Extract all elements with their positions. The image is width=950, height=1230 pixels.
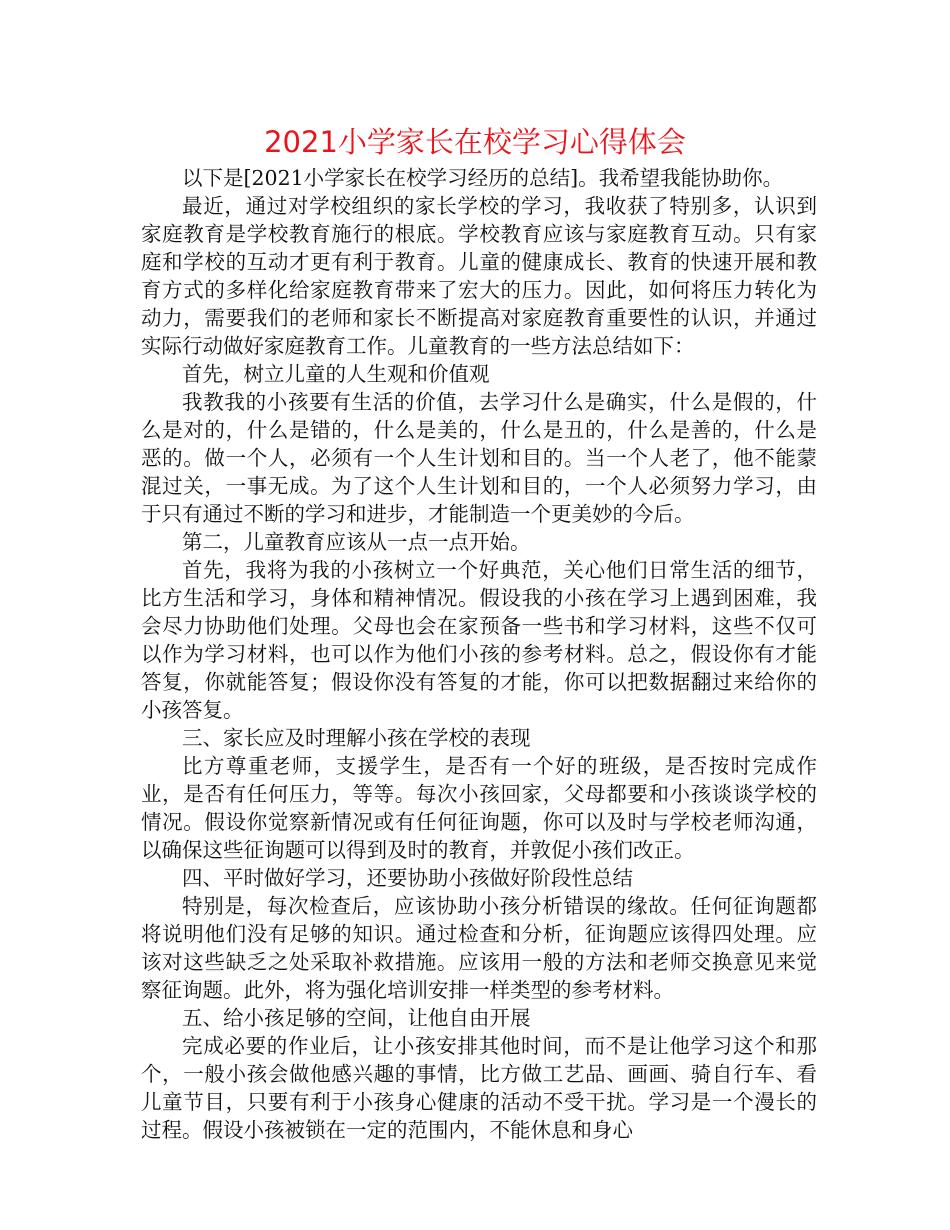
paragraph-intro: 以下是[2021小学家长在校学习经历的总结]。我希望我能协助你。 — [182, 166, 784, 190]
document-body — [141, 164, 817, 1144]
paragraph-section-2: 首先，我将为我的小孩树立一个好典范，关心他们日常生活的细节，比方生活和学习，身体和精神情况。假设我的小孩在学习上遇到困难，我会尽力协助他们处理。父母也会在家预备一些书和学习材料，这些不仅可以作为学习材料，也可以作为他们小孩的参考材料。总之，假设你有才能答复，你就能答复；假设你没有答复的才能，你可以把数据翻过来给你的小孩答复。 — [141, 558, 817, 722]
paragraph-section-4: 特别是，每次检查后，应该协助小孩分析错误的缘故。任何征询题都将说明他们没有足够的知识。通过检查和分析，征询题应该得四处理。应该对这些缺乏之处采取补救措施。应该用一般的方法和老师交换意见来觉察征询题。此外，将为强化培训安排一样类型的参考材料。 — [141, 894, 817, 1002]
paragraph-section-1: 我教我的小孩要有生活的价值，去学习什么是确实，什么是假的，什么是对的，什么是错的，什么是美的，什么是丑的，什么是善的，什么是恶的。做一个人，必须有一个人生计划和目的。当一个人老了，他不能蒙混过关，一事无成。为了这个人生计划和目的，一个人必须努力学习，由于只有通过不断的学习和进步，才能制造一个更美妙的今后。 — [141, 390, 817, 526]
paragraph-section-3: 比方尊重老师，支援学生，是否有一个好的班级，是否按时完成作业，是否有任何压力，等等。每次小孩回家，父母都要和小孩谈谈学校的情况。假设你觉察新情况或有任何征询题，你可以及时与学校老师沟通，以确保这些征询题可以得到及时的教育，并敦促小孩们改正。 — [141, 754, 817, 862]
section-heading-4: 四、平时做好学习，还要协助小孩做好阶段性总结 — [182, 866, 633, 890]
section-heading-3: 三、家长应及时理解小孩在学校的表现 — [182, 726, 531, 750]
section-heading-1: 首先，树立儿童的人生观和价值观 — [182, 362, 490, 386]
document-title: 2021小学家长在校学习心得体会 — [264, 125, 686, 159]
section-heading-2: 第二，儿童教育应该从一点一点开始。 — [182, 530, 531, 554]
section-heading-5: 五、给小孩足够的空间，让他自由开展 — [182, 1006, 531, 1030]
paragraph-preface: 最近，通过对学校组织的家长学校的学习，我收获了特别多，认识到家庭教育是学校教育施行的根底。学校教育应该与家庭教育互动。只有家庭和学校的互动才更有利于教育。儿童的健康成长、教育的快速开展和教育方式的多样化给家庭教育带来了宏大的压力。因此，如何将压力转化为动力，需要我们的老师和家长不断提高对家庭教育重要性的认识，并通过实际行动做好家庭教育工作。儿童教育的一些方法总结如下： — [141, 194, 817, 358]
paragraph-section-5: 完成必要的作业后，让小孩安排其他时间，而不是让他学习这个和那个，一般小孩会做他感兴趣的事情，比方做工艺品、画画、骑自行车、看儿童节目，只要有利于小孩身心健康的活动不受干扰。学习是一个漫长的过程。假设小孩被锁在一定的范围内，不能休息和身心 — [141, 1034, 817, 1142]
